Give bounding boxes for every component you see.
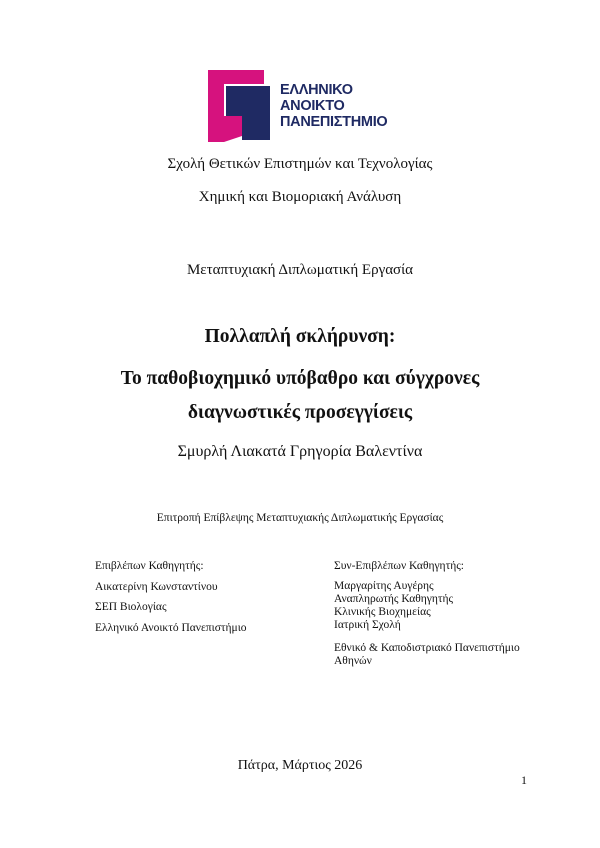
thesis-title-line-2: Το παθοβιοχημικό υπόβαθρο και σύγχρονες [120, 368, 480, 389]
supervisor-block [95, 560, 247, 643]
university-logo [208, 70, 398, 142]
logo-line-3: ΠΑΝΕΠΙΣΤΗΜΙΟ [280, 114, 388, 130]
co-supervisor-name: Μαργαρίτης Αυγέρης [334, 580, 434, 592]
page-number: 1 [521, 773, 527, 787]
logo-emblem-icon [208, 70, 276, 142]
thesis-type: Μεταπτυχιακή Διπλωματική Εργασία [186, 262, 414, 278]
place-date: Πάτρα, Μάρτιος 2026 [237, 758, 363, 773]
supervisor-institution: Ελληνικό Ανοικτό Πανεπιστήμιο [95, 622, 247, 635]
school-name: Σχολή Θετικών Επιστημών και Τεχνολογίας [167, 156, 433, 172]
supervisor-unit: ΣΕΠ Βιολογίας [95, 601, 167, 614]
logo-wordmark [280, 82, 387, 130]
co-supervisor-block [334, 560, 520, 668]
co-supervisor-institution-line-2: Αθηνών [334, 655, 372, 667]
author-name: Σμυρλή Λιακατά Γρηγορία Βαλεντίνα [177, 443, 423, 460]
thesis-title-line-1: Πολλαπλή σκλήρυνση: [204, 326, 396, 347]
co-supervisor-label: Συν-Επιβλέπων Καθηγητής: [334, 560, 464, 572]
co-supervisor-rank: Αναπληρωτής Καθηγητής [334, 593, 454, 605]
logo-line-1: ΕΛΛΗΝΙΚΟ [280, 82, 353, 98]
thesis-title-line-3: διαγνωστικές προσεγγίσεις [187, 402, 413, 423]
supervisor-name: Αικατερίνη Κωνσταντίνου [95, 580, 218, 593]
co-supervisor-institution-line-1: Εθνικό & Καποδιστριακό Πανεπιστήμιο [334, 642, 520, 654]
committee-heading: Επιτροπή Επίβλεψης Μεταπτυχιακής Διπλωματικής Εργασίας [156, 512, 444, 524]
program-name: Χημική και Βιομοριακή Ανάλυση [198, 189, 402, 205]
co-supervisor-school: Ιατρική Σχολή [334, 619, 401, 631]
supervisor-label: Επιβλέπων Καθηγητής: [95, 560, 204, 572]
co-supervisor-field: Κλινικής Βιοχημείας [334, 606, 431, 618]
logo-line-2: ΑΝΟΙΚΤΟ [280, 98, 345, 114]
